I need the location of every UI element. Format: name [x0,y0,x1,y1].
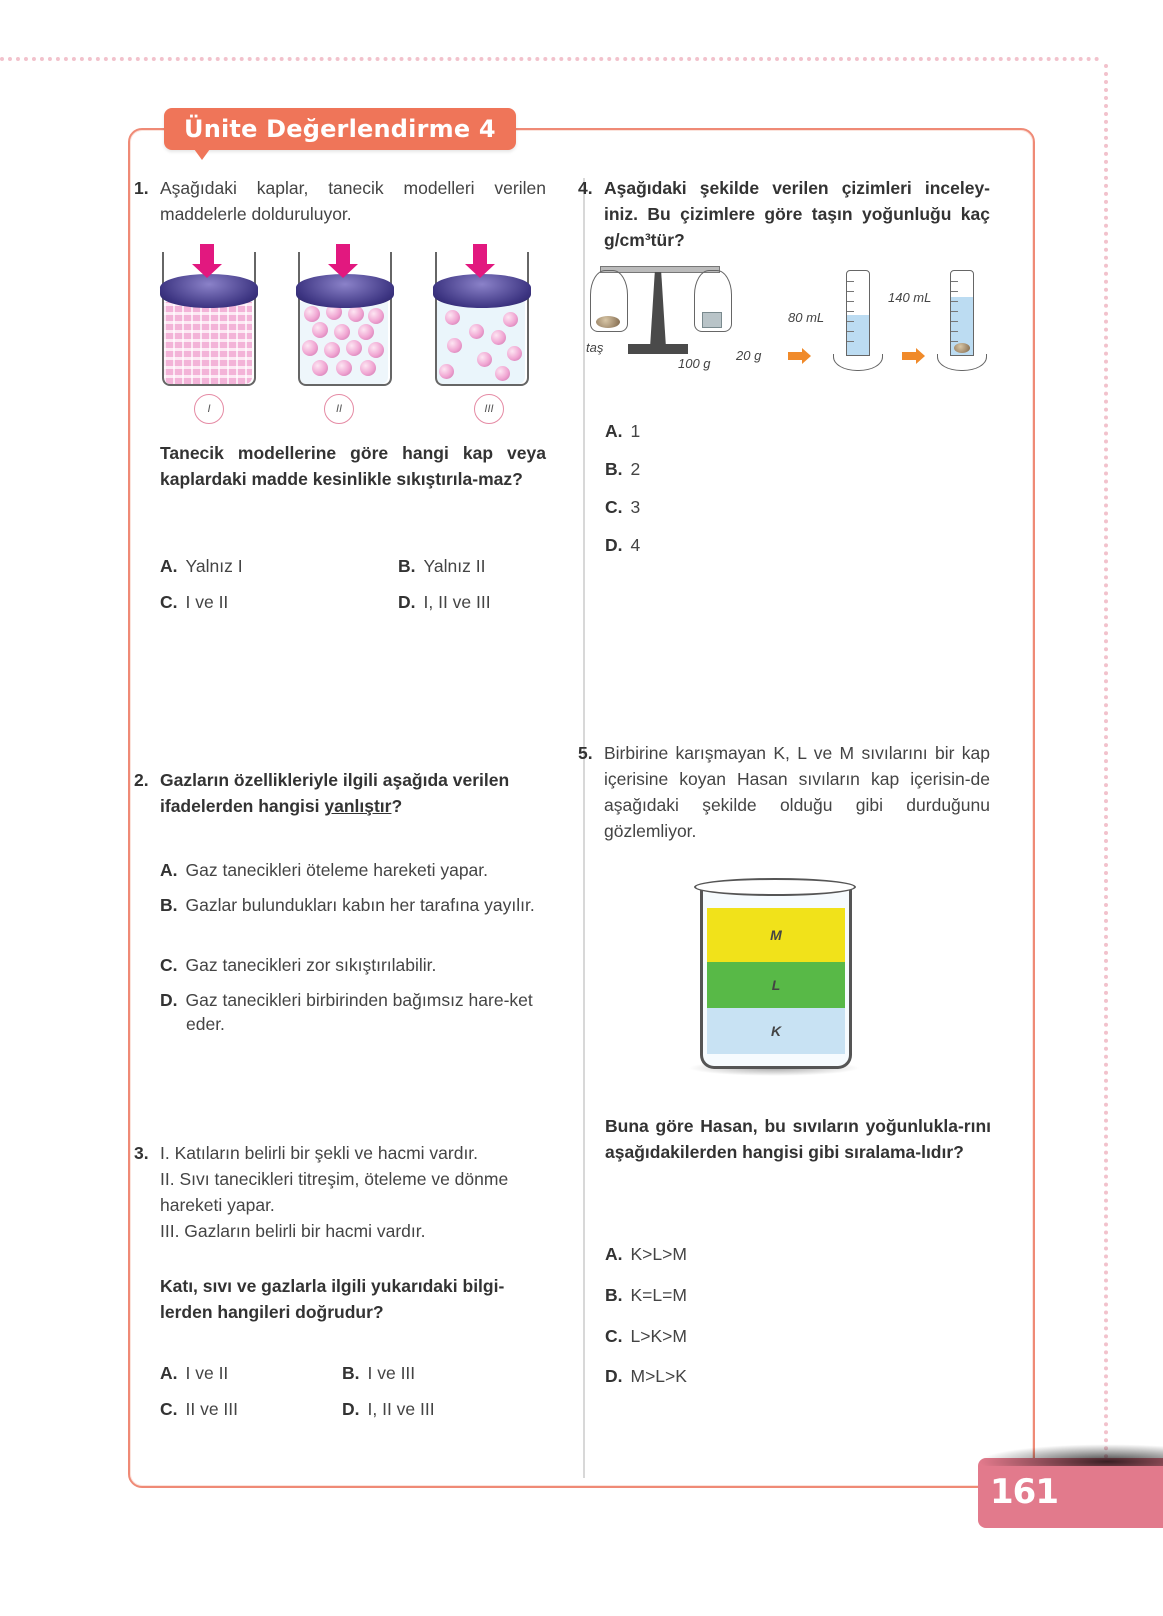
question-1 [134,175,546,227]
question-2 [134,767,546,819]
q4-option-c[interactable] [605,495,640,519]
option-text: 3 [630,497,641,517]
cylinder-base [833,354,883,371]
graduated-cylinder-1 [846,270,870,356]
q3-option-c[interactable] [160,1397,238,1421]
option-text: Gazlar bulundukları kabın her tarafına yayılır. [185,895,535,915]
option-text: I ve II [185,592,229,612]
piston [296,274,394,308]
question-text: Birbirine karışmayan K, L ve M sıvılarını bir kap içerisine koyan Hasan sıvıların kap içerisin-de aşağıdaki şekilde olduğu gibi durduğunu gözlemliyor. [604,743,990,841]
q2-option-a[interactable] [160,858,546,882]
weights-icon [702,312,722,328]
q4-option-d[interactable] [605,533,640,557]
option-letter: C. [605,497,623,517]
piston [160,274,258,308]
option-letter: C. [160,592,178,612]
liquid-layer-l: L [707,962,845,1008]
mass-20g-label: 20 g [736,348,762,363]
option-text: Yalnız II [423,556,486,576]
option-letter: C. [160,1399,178,1419]
question-number: 3. [134,1143,149,1163]
cylinder-base [937,354,987,371]
option-text: K>L>M [630,1244,687,1264]
balance-stand [650,272,666,348]
option-letter: D. [605,1366,623,1386]
page-border-dotted-top [0,57,1100,61]
statement-i: I. Katıların belirli bir şekli ve hacmi vardır. [160,1143,479,1163]
option-text: II ve III [185,1399,239,1419]
q4-option-b[interactable] [605,457,640,481]
question-text: Aşağıdaki kaplar, tanecik modelleri verilen maddelerle dolduruluyor. [160,178,546,224]
option-letter: D. [342,1399,360,1419]
option-letter: B. [398,556,416,576]
page-title: Ünite Değerlendirme 4 [164,108,516,150]
option-letter: C. [160,955,178,975]
option-letter: A. [605,421,623,441]
page-border-dotted-right [1104,64,1108,1484]
option-text: M>L>K [630,1366,687,1386]
arrow-right-icon [788,352,804,360]
option-text: 4 [630,535,641,555]
q5-option-c[interactable] [605,1324,687,1348]
option-text: L>K>M [630,1326,687,1346]
q1-option-b[interactable] [398,554,485,578]
question-3-prompt: Katı, sıvı ve gazlarla ilgili yukarıdaki bilgi-lerden hangileri doğrudur? [160,1276,505,1322]
mass-100g-label: 100 g [678,356,711,371]
q2-option-b[interactable] [160,893,546,917]
question-number: 4. [578,178,593,198]
page-number-tab [978,1458,1163,1528]
option-text: I, II ve III [423,592,491,612]
option-text: Yalnız I [185,556,243,576]
option-text: Gaz tanecikleri birbirinden bağımsız hare-ket eder. [185,990,533,1034]
page-number: 161 [990,1472,1058,1512]
question-1-prompt: Tanecik modellerine göre hangi kap veya kaplardaki madde kesinlikle sıkıştırıla-maz? [160,443,546,489]
option-letter: D. [160,990,178,1010]
option-letter: A. [160,860,178,880]
option-letter: B. [605,1285,623,1305]
question-3 [134,1140,546,1244]
stone-icon [954,343,970,353]
density-measurement-figure [586,264,1000,389]
option-letter: B. [160,895,178,915]
option-text: I ve III [367,1363,416,1383]
down-arrow-icon [473,244,487,266]
beaker-body [700,886,852,1069]
volume-140ml-label: 140 mL [888,290,932,305]
q3-option-a[interactable] [160,1361,228,1385]
option-letter: A. [605,1244,623,1264]
q3-option-b[interactable] [342,1361,415,1385]
statement-iii: III. Gazların belirli bir hacmi vardır. [160,1221,426,1241]
liquid-layer-m: M [707,908,845,962]
down-arrow-icon [200,244,214,266]
option-letter: A. [160,1363,178,1383]
container-iii [435,252,529,388]
question-number: 5. [578,743,593,763]
q2-option-d[interactable] [160,988,546,1036]
underlined-keyword: yanlıştır [324,796,392,816]
option-text: I, II ve III [367,1399,435,1419]
question-mark: ? [391,796,403,816]
stone-icon [596,316,620,328]
q4-option-a[interactable] [605,419,640,443]
option-letter: A. [160,556,178,576]
down-arrow-icon [336,244,350,266]
q2-option-c[interactable] [160,953,546,977]
question-number: 1. [134,178,149,198]
graduated-cylinder-2 [950,270,974,356]
option-letter: C. [605,1326,623,1346]
q1-option-c[interactable] [160,590,228,614]
option-text: 1 [630,421,641,441]
option-letter: D. [605,535,623,555]
question-text: Aşağıdaki şekilde verilen çizimleri inceley-iniz. Bu çizimlere göre taşın yoğunluğu kaç g/cm³tür? [604,178,990,250]
option-text: I ve II [185,1363,229,1383]
question-4 [578,175,990,253]
stone-label: taş [586,340,604,355]
option-text: 2 [630,459,641,479]
question-number: 2. [134,770,149,790]
label-iii: III [474,394,504,424]
balance-base [628,344,688,354]
option-text: Gaz tanecikleri öteleme hareketi yapar. [185,860,489,880]
question-5 [578,740,990,844]
q5-option-b[interactable] [605,1283,687,1307]
option-letter: B. [605,459,623,479]
statement-ii: II. Sıvı tanecikleri titreşim, öteleme ve dönme hareketi yapar. [160,1169,509,1215]
q5-option-a[interactable] [605,1242,687,1266]
q5-option-d[interactable] [605,1364,687,1388]
question-5-prompt: Buna göre Hasan, bu sıvıların yoğunlukla-rını aşağıdakilerden hangisi gibi sıralama-lıdır? [605,1116,991,1162]
q1-option-a[interactable] [160,554,243,578]
tab-shadow [978,1444,1163,1466]
option-text: Gaz tanecikleri zor sıkıştırılabilir. [185,955,437,975]
beaker-rim [694,878,856,896]
label-ii: II [324,394,354,424]
container-i [162,252,256,388]
label-i: I [194,394,224,424]
container-ii [298,252,392,388]
beaker-figure [698,878,850,1074]
question-text: Gazların özellikleriyle ilgili aşağıda verilen ifadelerden hangisi [160,770,510,816]
option-letter: D. [398,592,416,612]
q3-option-d[interactable] [342,1397,435,1421]
option-letter: B. [342,1363,360,1383]
volume-80ml-label: 80 mL [788,310,825,325]
q1-option-d[interactable] [398,590,491,614]
arrow-right-icon [902,352,918,360]
option-text: K=L=M [630,1285,687,1305]
liquid-layer-k: K [707,1008,845,1054]
piston [433,274,531,308]
